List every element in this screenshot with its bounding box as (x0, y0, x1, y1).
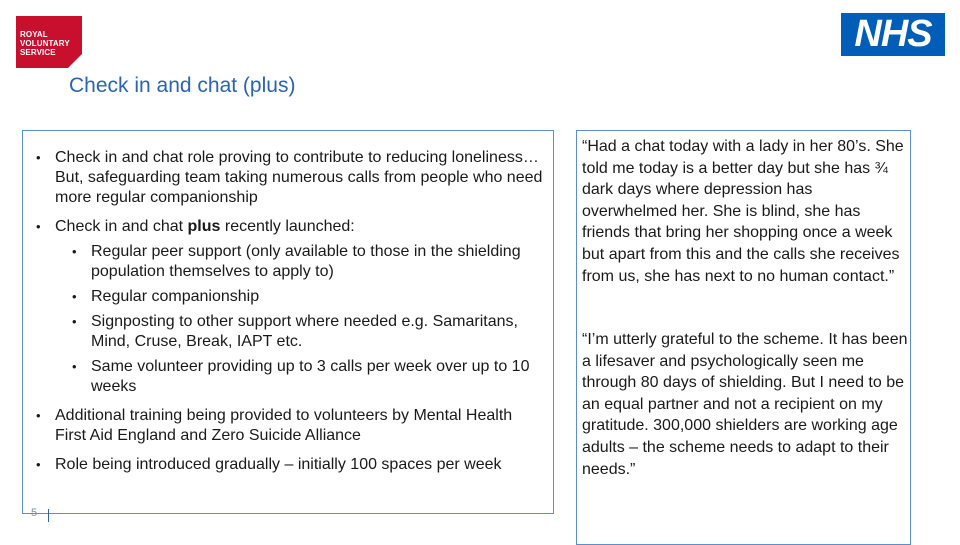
page-title: Check in and chat (plus) (69, 74, 296, 97)
nhs-logo: NHS (841, 13, 945, 56)
bullet-item: • Check in and chat role proving to contribute to reducing loneliness… But, safeguarding team taking numerous calls from people who need more regular companionship (32, 148, 547, 208)
rvs-logo-corner (68, 54, 82, 68)
bold-plus: plus (187, 218, 221, 235)
sub-bullet-item: • Signposting to other support where needed e.g. Samaritans, Mind, Cruse, Break, IAPT etc. (32, 312, 547, 352)
bullet-item: • Check in and chat plus recently launched: (32, 217, 547, 237)
bullet-list (32, 148, 547, 484)
royal-voluntary-service-logo (16, 16, 82, 68)
sub-bullet-item: • Same volunteer providing up to 3 calls per week over up to 10 weeks (32, 357, 547, 397)
sub-bullet-list (32, 242, 547, 397)
quote-text: “I’m utterly grateful to the scheme. It has been a lifesaver and psychologically seen me through 80 days of shielding. But I need to be an equal partner and not a recipient on my gratitude. 300,000 shielders are working age adults – the scheme needs to adapt to their needs.” (582, 331, 908, 478)
slide-number: 5 (31, 507, 38, 519)
quote-text: “Had a chat today with a lady in her 80’s. She told me today is a better day but she has ¾ dark days where depression has overwhelmed her. She is blind, she has friends that bring her shopping once a week but apart from this and the calls she receives from us, she has next to no human contact.” (582, 138, 904, 285)
sub-bullet-item: • Regular companionship (32, 287, 547, 307)
slide-number-divider (48, 509, 49, 522)
bullet-item: • Role being introduced gradually – initially 100 spaces per week (32, 455, 547, 475)
sub-bullet-item: • Regular peer support (only available to those in the shielding population themselves to apply to) (32, 242, 547, 282)
bullet-item: • Additional training being provided to volunteers by Mental Health First Aid England and Zero Suicide Alliance (32, 406, 547, 446)
rvs-logo-text: ROYAL VOLUNTARY SERVICE (20, 30, 70, 57)
